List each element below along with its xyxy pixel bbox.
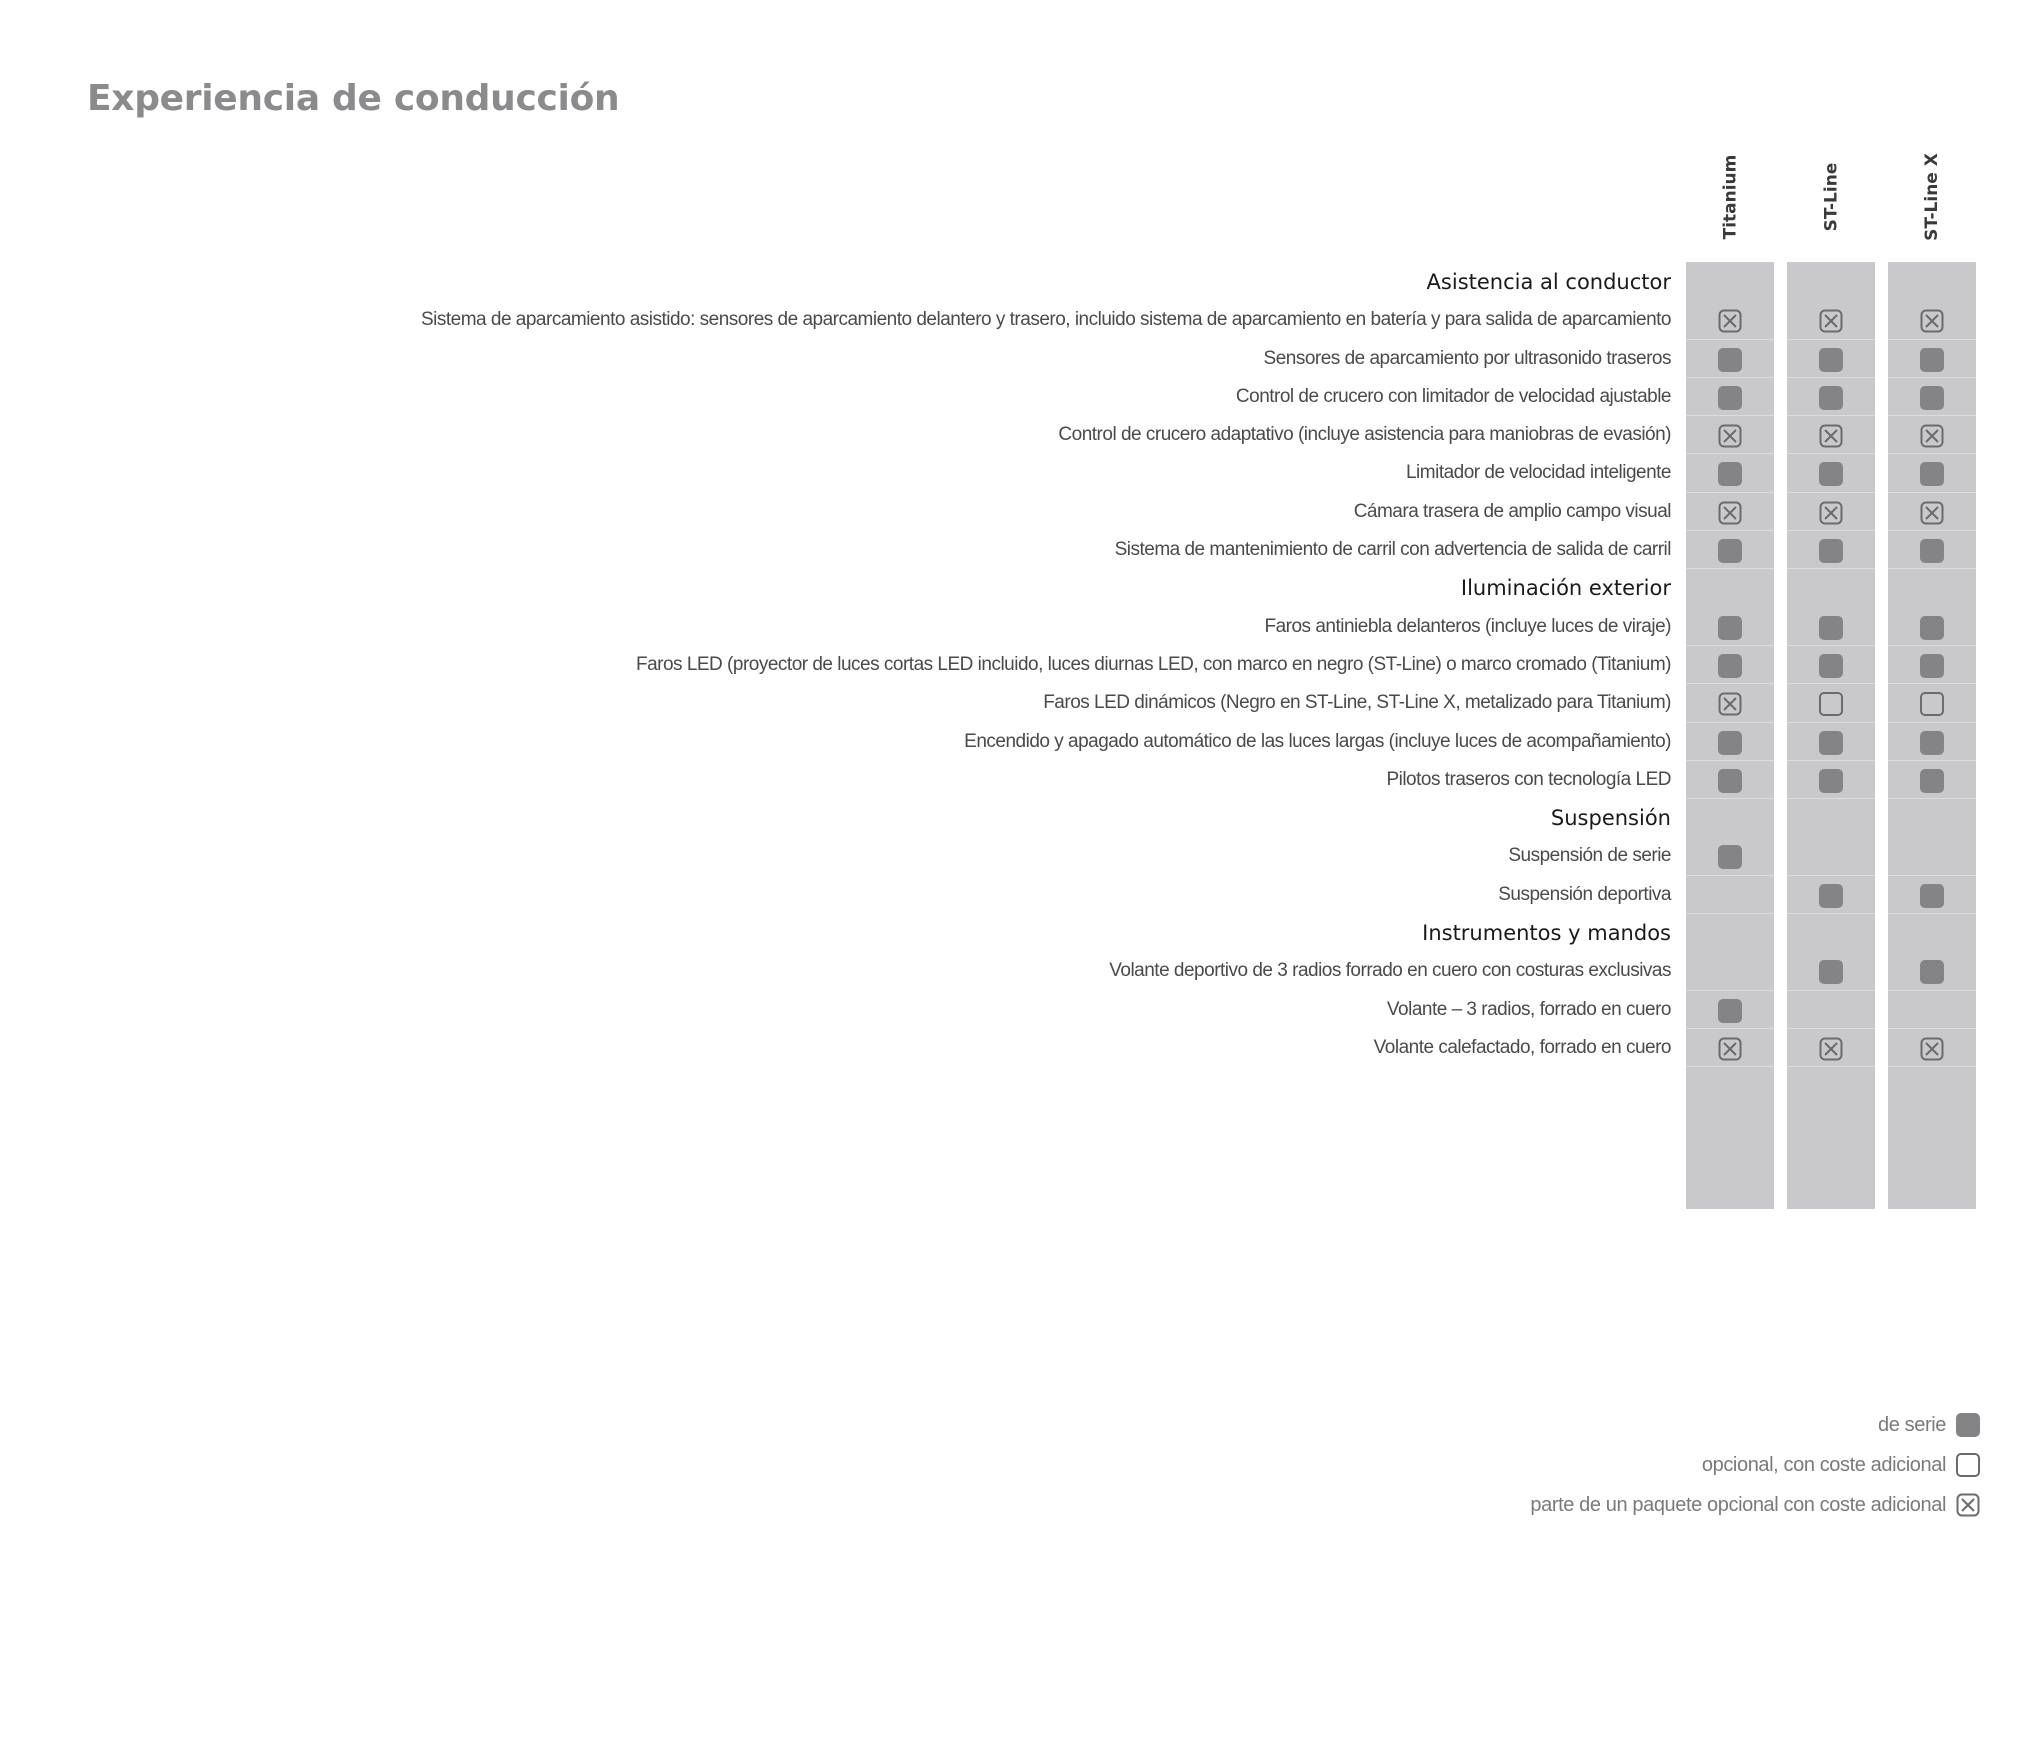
availability-cell: [1718, 999, 1742, 1023]
standard-mark-icon: [1920, 960, 1944, 984]
availability-cell: [1718, 386, 1742, 410]
standard-mark-icon: [1718, 769, 1742, 793]
availability-cell: [1718, 654, 1742, 678]
package-mark-icon: [1956, 1493, 1980, 1517]
standard-mark-icon: [1920, 654, 1944, 678]
legend-item: [1530, 1485, 1980, 1525]
section-title: Asistencia al conductor: [1426, 270, 1671, 294]
standard-mark-icon: [1718, 731, 1742, 755]
availability-cell: [1819, 616, 1843, 640]
standard-mark-icon: [1718, 539, 1742, 563]
standard-mark-icon: [1819, 731, 1843, 755]
availability-cell: [1819, 654, 1843, 678]
standard-mark-icon: [1819, 884, 1843, 908]
availability-cell: [1819, 769, 1843, 793]
feature-label: Sensores de aparcamiento por ultrasonido traseros: [1263, 347, 1671, 369]
feature-row: [0, 837, 2040, 875]
feature-label: Faros LED (proyector de luces cortas LED incluido, luces diurnas LED, con marco en negro (ST-Line) o marco cromado (Titanium): [635, 653, 1671, 675]
legend-label: de serie: [1878, 1413, 1946, 1436]
standard-mark-icon: [1819, 654, 1843, 678]
package-mark-icon: [1718, 424, 1742, 448]
standard-mark-icon: [1920, 769, 1944, 793]
optional-mark-icon: [1819, 692, 1843, 716]
feature-label: Sistema de mantenimiento de carril con advertencia de salida de carril: [1114, 539, 1671, 561]
section-header-row: [0, 799, 2040, 837]
feature-label: Limitador de velocidad inteligente: [1405, 462, 1671, 484]
feature-label: Pilotos traseros con tecnología LED: [1386, 768, 1671, 790]
section-title: Instrumentos y mandos: [1422, 921, 1671, 946]
feature-row: [0, 991, 2040, 1029]
feature-row: [0, 340, 2040, 378]
feature-row: [0, 493, 2040, 531]
package-mark-icon: [1819, 1037, 1843, 1061]
availability-cell: [1718, 769, 1742, 793]
optional-mark-icon: [1920, 692, 1944, 716]
section-title: Iluminación exterior: [1460, 576, 1671, 601]
legend-item: [1530, 1445, 1980, 1485]
feature-row: [0, 723, 2040, 761]
feature-label: Control de crucero adaptativo (incluye asistencia para maniobras de evasión): [1058, 424, 1671, 446]
availability-cell: [1920, 462, 1944, 486]
column-header-titanium: [1708, 154, 1752, 240]
availability-cell: [1920, 348, 1944, 372]
feature-table: [0, 263, 2040, 1067]
feature-label: Volante calefactado, forrado en cuero: [1373, 1036, 1671, 1058]
availability-cell: [1718, 348, 1742, 372]
standard-mark-icon: [1956, 1413, 1980, 1437]
availability-cell: [1718, 424, 1742, 448]
column-header-label: ST-Line: [1821, 162, 1842, 232]
feature-row: [0, 876, 2040, 914]
availability-cell: [1920, 424, 1944, 448]
package-mark-icon: [1819, 309, 1843, 333]
availability-cell: [1718, 731, 1742, 755]
standard-mark-icon: [1718, 999, 1742, 1023]
feature-label: Cámara trasera de amplio campo visual: [1353, 500, 1671, 522]
standard-mark-icon: [1718, 348, 1742, 372]
feature-label: Volante – 3 radios, forrado en cuero: [1386, 998, 1671, 1020]
feature-row: [0, 416, 2040, 454]
feature-row: [0, 454, 2040, 492]
standard-mark-icon: [1718, 845, 1742, 869]
availability-cell: [1920, 654, 1944, 678]
feature-label: Volante deportivo de 3 radios forrado en cuero con costuras exclusivas: [1109, 960, 1671, 982]
section-title: Suspensión: [1550, 806, 1671, 831]
column-header-st-line: [1809, 162, 1853, 232]
availability-cell: [1819, 692, 1843, 716]
availability-cell: [1718, 692, 1742, 716]
feature-row: [0, 684, 2040, 722]
availability-cell: [1819, 731, 1843, 755]
column-header-label: Titanium: [1720, 154, 1740, 240]
feature-label: Faros LED dinámicos (Negro en ST-Line, ST-Line X, metalizado para Titanium): [1043, 692, 1671, 714]
legend-label: opcional, con coste adicional: [1701, 1453, 1946, 1476]
availability-cell: [1819, 462, 1843, 486]
package-mark-icon: [1920, 424, 1944, 448]
standard-mark-icon: [1920, 462, 1944, 486]
standard-mark-icon: [1819, 539, 1843, 563]
column-header-st-line-x: [1910, 153, 1954, 241]
package-mark-icon: [1819, 501, 1843, 525]
feature-label: Control de crucero con limitador de velocidad ajustable: [1235, 385, 1671, 407]
legend-label: parte de un paquete opcional con coste adicional: [1530, 1493, 1946, 1516]
standard-mark-icon: [1920, 386, 1944, 410]
availability-cell: [1819, 501, 1843, 525]
standard-mark-icon: [1819, 348, 1843, 372]
standard-mark-icon: [1819, 960, 1843, 984]
feature-row: [0, 646, 2040, 684]
legend: [1530, 1405, 1980, 1525]
availability-cell: [1819, 348, 1843, 372]
optional-mark-icon: [1956, 1453, 1980, 1477]
availability-cell: [1920, 616, 1944, 640]
availability-cell: [1920, 692, 1944, 716]
package-mark-icon: [1920, 501, 1944, 525]
availability-cell: [1718, 845, 1742, 869]
standard-mark-icon: [1819, 769, 1843, 793]
availability-cell: [1718, 539, 1742, 563]
package-mark-icon: [1920, 309, 1944, 333]
standard-mark-icon: [1920, 539, 1944, 563]
availability-cell: [1819, 386, 1843, 410]
standard-mark-icon: [1718, 462, 1742, 486]
standard-mark-icon: [1920, 616, 1944, 640]
availability-cell: [1920, 309, 1944, 333]
section-header-row: [0, 914, 2040, 952]
feature-row: [0, 301, 2040, 339]
availability-cell: [1819, 884, 1843, 908]
feature-label: Suspensión deportiva: [1498, 883, 1671, 905]
availability-cell: [1819, 424, 1843, 448]
standard-mark-icon: [1718, 616, 1742, 640]
feature-label: Suspensión de serie: [1508, 845, 1671, 867]
package-mark-icon: [1718, 309, 1742, 333]
availability-cell: [1920, 884, 1944, 908]
availability-cell: [1920, 386, 1944, 410]
availability-cell: [1920, 731, 1944, 755]
standard-mark-icon: [1920, 731, 1944, 755]
package-mark-icon: [1718, 1037, 1742, 1061]
package-mark-icon: [1920, 1037, 1944, 1061]
standard-mark-icon: [1819, 386, 1843, 410]
availability-cell: [1920, 539, 1944, 563]
package-mark-icon: [1718, 692, 1742, 716]
standard-mark-icon: [1819, 616, 1843, 640]
availability-cell: [1718, 616, 1742, 640]
feature-row: [0, 378, 2040, 416]
availability-cell: [1718, 309, 1742, 333]
availability-cell: [1920, 501, 1944, 525]
availability-cell: [1819, 1037, 1843, 1061]
availability-cell: [1920, 960, 1944, 984]
standard-mark-icon: [1819, 462, 1843, 486]
standard-mark-icon: [1920, 348, 1944, 372]
availability-cell: [1819, 539, 1843, 563]
availability-cell: [1819, 960, 1843, 984]
feature-row: [0, 1029, 2040, 1067]
section-header-row: [0, 263, 2040, 301]
package-mark-icon: [1718, 501, 1742, 525]
package-mark-icon: [1819, 424, 1843, 448]
availability-cell: [1718, 1037, 1742, 1061]
standard-mark-icon: [1718, 654, 1742, 678]
feature-label: Faros antiniebla delanteros (incluye luces de viraje): [1264, 615, 1671, 637]
standard-mark-icon: [1718, 386, 1742, 410]
availability-cell: [1718, 501, 1742, 525]
feature-label: Encendido y apagado automático de las luces largas (incluye luces de acompañamiento): [964, 730, 1671, 752]
availability-cell: [1920, 1037, 1944, 1061]
availability-cell: [1819, 309, 1843, 333]
column-header-label: ST-Line X: [1922, 153, 1942, 241]
feature-row: [0, 952, 2040, 990]
availability-cell: [1718, 462, 1742, 486]
legend-item: [1530, 1405, 1980, 1445]
feature-label: Sistema de aparcamiento asistido: sensores de aparcamiento delantero y trasero, incluido sistema de aparcamiento en batería y para salida de aparcamiento: [420, 309, 1671, 331]
page-title: Experiencia de conducción: [87, 78, 620, 119]
feature-row: [0, 608, 2040, 646]
feature-row: [0, 761, 2040, 799]
feature-row: [0, 531, 2040, 569]
standard-mark-icon: [1920, 884, 1944, 908]
availability-cell: [1920, 769, 1944, 793]
section-header-row: [0, 569, 2040, 607]
